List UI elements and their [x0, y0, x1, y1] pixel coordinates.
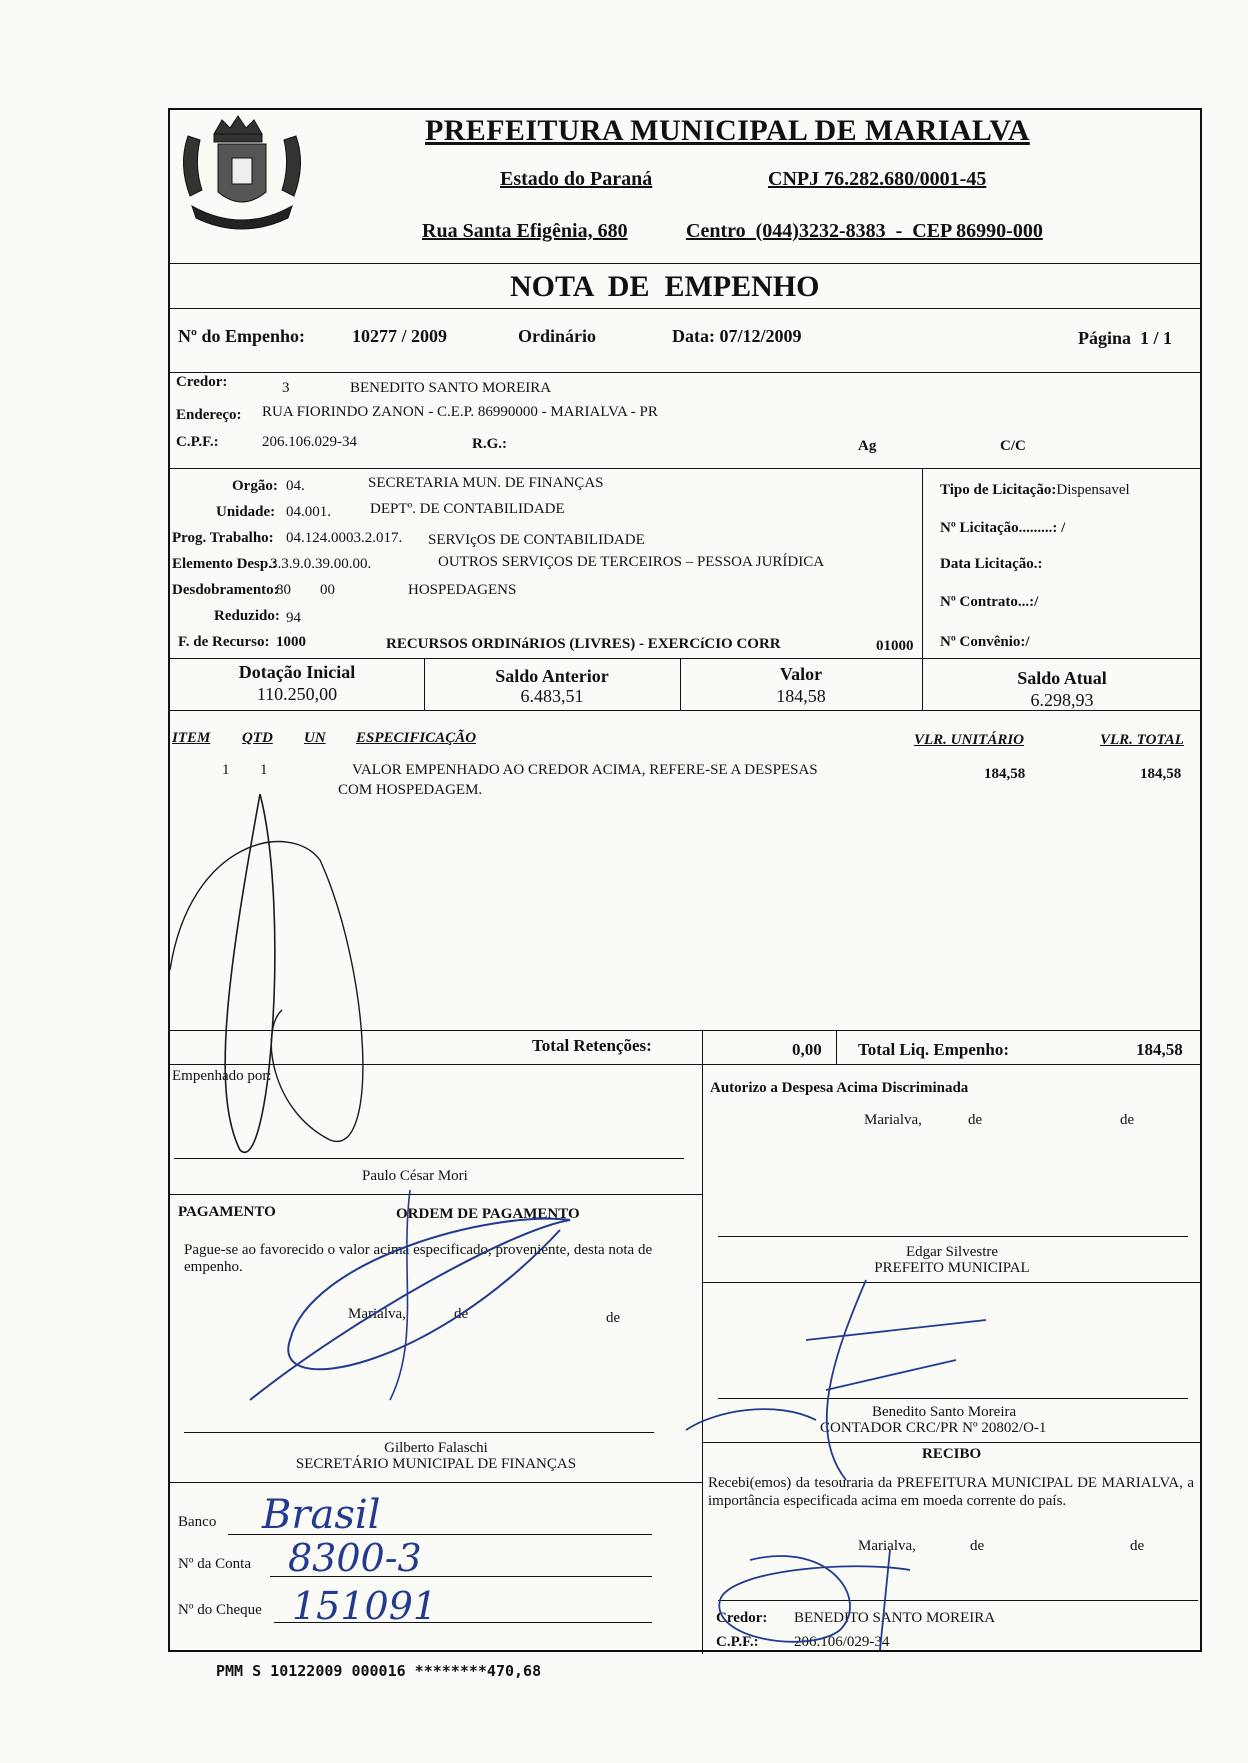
empenho-date: Data: 07/12/2009 [672, 326, 802, 346]
municipal-seal-icon [174, 114, 310, 236]
row-qtd: 1 [260, 762, 268, 778]
recurso-suffix: 01000 [876, 638, 914, 654]
liquido-label: Total Liq. Empenho: [858, 1040, 1009, 1059]
autorizo-de1: de [968, 1112, 983, 1128]
header-title: PREFEITURA MUNICIPAL DE MARIALVA [425, 114, 1030, 147]
cpf-label: C.P.F.: [176, 434, 219, 450]
prog-code: 04.124.0003.2.017. [286, 530, 403, 546]
col-qtd: QTD [242, 730, 273, 746]
ordem-pagamento-title: ORDEM DE PAGAMENTO [396, 1206, 580, 1222]
orgao-name: SECRETARIA MUN. DE FINANÇAS [368, 475, 604, 491]
retencoes-value: 0,00 [792, 1040, 822, 1059]
orgao-code: 04. [286, 478, 305, 494]
row-spec-line1: VALOR EMPENHADO AO CREDOR ACIMA, REFERE-SE A DESPESAS [352, 762, 818, 778]
empenhado-name: Paulo César Mori [362, 1168, 468, 1184]
recibo-de2: de [1130, 1538, 1145, 1554]
conta-label: Nº da Conta [178, 1556, 251, 1572]
pagamento-title: PAGAMENTO [178, 1204, 276, 1220]
liquido-value: 184,58 [1136, 1040, 1183, 1059]
recurso-name: RECURSOS ORDINáRIOS (LIVRES) - EXERCíCIO CORR [386, 636, 781, 652]
empenhado-label: Empenhado por: [172, 1068, 272, 1084]
credor-name: BENEDITO SANTO MOREIRA [350, 380, 552, 396]
reduzido-label: Reduzido: [214, 608, 280, 624]
col-item: ITEM [172, 730, 211, 746]
credor-code: 3 [282, 380, 290, 396]
doc-title: NOTA DE EMPENHO [510, 270, 820, 303]
unidade-code: 04.001. [286, 504, 331, 520]
data-licitacao: Data Licitação.: [940, 556, 1043, 572]
dotacao-value: 110.250,00 [256, 684, 338, 704]
numero-contrato: Nº Contrato...:/ [940, 594, 1039, 610]
recibo-credor-label: Credor: [716, 1610, 768, 1626]
desdobramento-name: HOSPEDAGENS [408, 582, 517, 598]
col-spec: ESPECIFICAÇÃO [356, 730, 477, 746]
col-un: UN [304, 730, 326, 746]
desdobramento-label: Desdobramento: [172, 582, 279, 598]
cc-label: C/C [1000, 438, 1026, 454]
credor-address: RUA FIORINDO ZANON - C.E.P. 86990000 - MARIALVA - PR [262, 404, 658, 420]
row-unit: 184,58 [984, 766, 1026, 782]
empenho-number-label: Nº do Empenho: [178, 326, 305, 346]
autorizo-de2: de [1120, 1112, 1135, 1128]
numero-licitacao: Nº Licitação.........: / [940, 520, 1066, 536]
banco-label: Banco [178, 1514, 217, 1530]
ag-label: Ag [858, 438, 877, 454]
credor-label: Credor: [176, 374, 228, 390]
recibo-place: Marialva, [858, 1538, 916, 1554]
conta-handwritten: 8300-3 [288, 1536, 422, 1580]
pagamento-text: Pague-se ao favorecido o valor acima especificado, proveniente, desta nota de empenho. [184, 1242, 653, 1275]
address-label: Endereço: [176, 407, 242, 423]
saldo-anterior-value: 6.483,51 [520, 686, 584, 706]
footer-print: PMM S 10122009 000016 ********470,68 [216, 1662, 542, 1680]
prog-label: Prog. Trabalho: [172, 530, 274, 546]
secretario-name: Gilberto Falaschi [384, 1440, 488, 1456]
saldo-atual-value: 6.298,93 [1030, 690, 1094, 710]
autorizo-place: Marialva, [864, 1112, 922, 1128]
saldo-atual-label: Saldo Atual [1017, 668, 1107, 688]
saldo-anterior-label: Saldo Anterior [495, 666, 609, 686]
page-number: Página 1 / 1 [1078, 328, 1173, 348]
header-contact: Centro (044)3232-8383 - CEP 86990-000 [686, 220, 1043, 242]
orgao-label: Orgão: [232, 478, 278, 494]
row-item: 1 [222, 762, 230, 778]
recibo-cpf-label: C.P.F.: [716, 1634, 759, 1650]
reduzido-value: 94 [286, 610, 301, 626]
cheque-label: Nº do Cheque [178, 1602, 262, 1618]
pagamento-place: Marialva, [348, 1306, 406, 1322]
credor-cpf: 206.106.029-34 [262, 434, 357, 450]
valor-label: Valor [779, 664, 823, 684]
prefeito-name: Edgar Silvestre [905, 1244, 999, 1260]
prefeito-role: PREFEITO MUNICIPAL [874, 1260, 1030, 1276]
contador-name: Benedito Santo Moreira [872, 1404, 1017, 1420]
col-unit: VLR. UNITÁRIO [914, 732, 1025, 748]
nota-empenho-form [168, 108, 1202, 1652]
empenho-signature-scribble [170, 710, 702, 1170]
numero-convenio: Nº Convênio:/ [940, 634, 1030, 650]
row-total: 184,58 [1140, 766, 1182, 782]
autorizo-title: Autorizo a Despesa Acima Discriminada [710, 1080, 969, 1096]
desdobramento-b: 00 [320, 582, 335, 598]
prog-name: SERVIçOS DE CONTABILIDADE [428, 532, 645, 548]
recibo-credor: BENEDITO SANTO MOREIRA [794, 1610, 996, 1626]
row-spec-line2: COM HOSPEDAGEM. [338, 782, 483, 798]
cheque-handwritten: 151091 [292, 1584, 438, 1628]
header-state: Estado do Paraná [500, 168, 653, 190]
dotacao-label: Dotação Inicial [238, 662, 356, 682]
elemento-label: Elemento Desp.: [172, 556, 277, 572]
recibo-title: RECIBO [922, 1446, 982, 1462]
rg-label: R.G.: [472, 436, 507, 452]
pagamento-de2: de [606, 1310, 621, 1326]
desdobramento-a: 80 [276, 582, 291, 598]
recibo-de1: de [970, 1538, 985, 1554]
unidade-name: DEPTº. DE CONTABILIDADE [370, 501, 565, 517]
valor-value: 184,58 [776, 686, 826, 706]
recurso-code: 1000 [276, 634, 306, 650]
tipo-licitacao: Tipo de Licitação:Dispensavel [940, 482, 1130, 498]
pagamento-de1: de [454, 1306, 469, 1322]
header-cnpj: CNPJ 76.282.680/0001-45 [768, 168, 987, 190]
header-address: Rua Santa Efigênia, 680 [422, 220, 628, 242]
elemento-code: 3.3.9.0.39.00.00. [270, 556, 372, 572]
empenho-type: Ordinário [518, 326, 597, 346]
banco-handwritten: Brasil [262, 1492, 381, 1538]
empenho-number: 10277 / 2009 [352, 326, 448, 346]
retencoes-label: Total Retenções: [532, 1036, 652, 1055]
contador-crc: CONTADOR CRC/PR Nº 20802/O-1 [820, 1420, 1047, 1436]
recibo-cpf: 206.106/029-34 [794, 1634, 890, 1650]
recibo-text: Recebi(emos) da tesouraria da PREFEITURA MUNICIPAL DE MARIALVA, a importância especificada acima em moeda corrente do país. [708, 1475, 1194, 1509]
col-total: VLR. TOTAL [1100, 732, 1184, 748]
elemento-name: OUTROS SERVIÇOS DE TERCEIROS – PESSOA JURÍDICA [438, 554, 825, 570]
secretario-role: SECRETÁRIO MUNICIPAL DE FINANÇAS [295, 1456, 577, 1472]
recurso-label: F. de Recurso: [178, 634, 270, 650]
unidade-label: Unidade: [216, 504, 276, 520]
